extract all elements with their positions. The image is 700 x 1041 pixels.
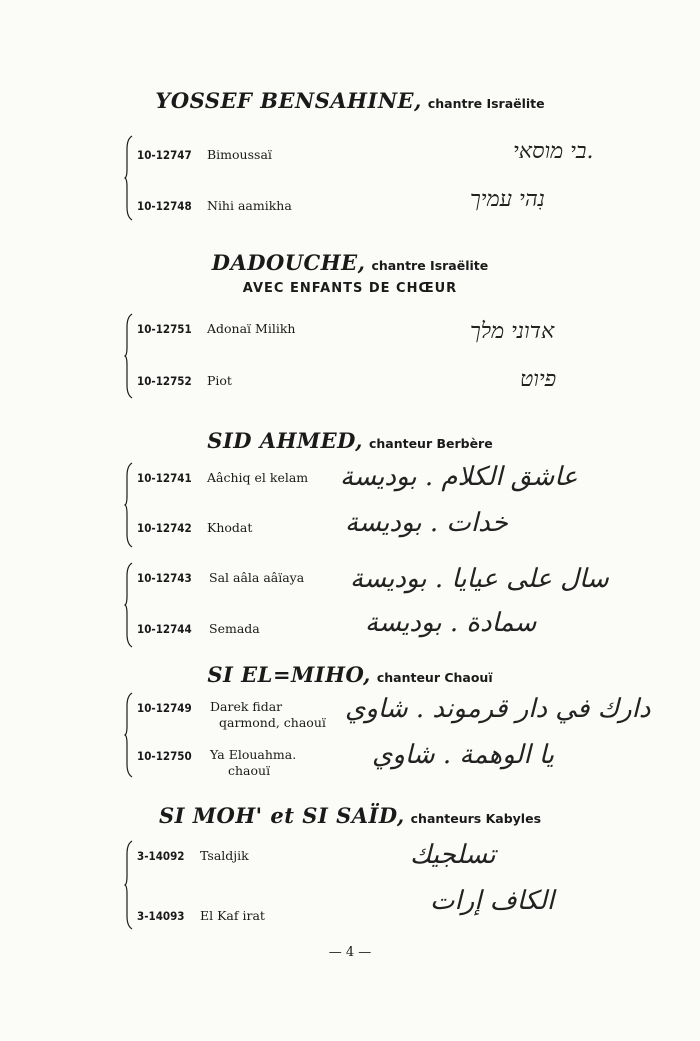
record-title: Darek fidar: [210, 699, 283, 714]
record-pair-brace: [124, 462, 134, 548]
artist-role: chantre Israëlite: [427, 96, 545, 111]
record-title: Ya Elouahma.: [210, 747, 297, 762]
record-number: 10-12743: [137, 571, 192, 585]
artist-name: SID AHMED,: [207, 428, 363, 453]
handwritten-title: يا الوهمة . شاوي: [372, 740, 555, 770]
record-pair-brace: [124, 692, 134, 778]
artist-role: chanteurs Kabyles: [410, 811, 542, 826]
page-number: — 4 —: [328, 945, 372, 960]
record-title: Nihi aamikha: [207, 198, 292, 213]
artist-role: chanteur Chaouï: [376, 670, 493, 685]
record-title: Khodat: [207, 520, 253, 535]
record-number: 3-14093: [137, 909, 185, 923]
record-title: Bimoussaï: [207, 147, 272, 162]
record-title: Aâchiq el kelam: [207, 470, 309, 485]
record-pair-brace: [124, 313, 134, 399]
section-heading: [0, 88, 700, 113]
record-title: Sal aâla aâïaya: [209, 570, 305, 585]
record-number: 10-12742: [137, 521, 192, 535]
section-heading: [0, 803, 700, 828]
record-number: 10-12741: [137, 471, 192, 485]
handwritten-title: الكاف إرات: [430, 886, 555, 916]
record-number: 10-12747: [137, 148, 192, 162]
record-number: 10-12752: [137, 374, 192, 388]
artist-role: chanteur Berbère: [368, 436, 493, 451]
record-pair-brace: [124, 562, 134, 648]
handwritten-title: عاشق الكلام . بوديسة: [340, 462, 578, 492]
handwritten-title: פיוט: [520, 367, 557, 392]
record-title: Semada: [209, 621, 260, 636]
section-subtitle: AVEC ENFANTS DE CHŒUR: [242, 281, 458, 296]
artist-role: chantre Israëlite: [371, 258, 489, 273]
section-heading: [0, 428, 700, 453]
record-number: 10-12750: [137, 749, 192, 763]
handwritten-title: נִהי עמיך: [470, 187, 545, 212]
artist-name: SI MOH' et SI SAÏD,: [158, 803, 405, 828]
record-title: Adonaï Milikh: [207, 321, 296, 336]
handwritten-title: تسلجيك: [410, 840, 496, 870]
handwritten-title: دارك في دار قرموند . شاوي: [345, 694, 651, 724]
artist-name: YOSSEF BENSAHINE,: [155, 88, 422, 113]
record-number: 10-12748: [137, 199, 192, 213]
record-title: Tsaldjik: [200, 848, 249, 863]
record-title: El Kaf irat: [200, 908, 265, 923]
record-number: 10-12749: [137, 701, 192, 715]
record-pair-brace: [124, 840, 134, 930]
artist-name: DADOUCHE,: [211, 250, 366, 275]
record-number: 3-14092: [137, 849, 185, 863]
section-heading: [0, 662, 700, 687]
handwritten-title: سمادة . بوديسة: [365, 608, 537, 638]
record-title-continuation: chaouï: [228, 763, 271, 778]
record-pair-brace: [124, 135, 134, 221]
artist-name: SI EL=MIHO,: [207, 662, 371, 687]
handwritten-title: سال على عيايا . بوديسة: [350, 564, 609, 594]
handwritten-title: אדוני מלך: [470, 319, 555, 344]
record-title-continuation: qarmond, chaouï: [219, 715, 326, 730]
record-number: 10-12744: [137, 622, 192, 636]
record-title: Piot: [207, 373, 232, 388]
record-number: 10-12751: [137, 322, 192, 336]
handwritten-title: خدات . بوديسة: [345, 508, 508, 538]
section-heading: [0, 250, 700, 275]
handwritten-title: בי מוסאי.: [513, 139, 594, 164]
